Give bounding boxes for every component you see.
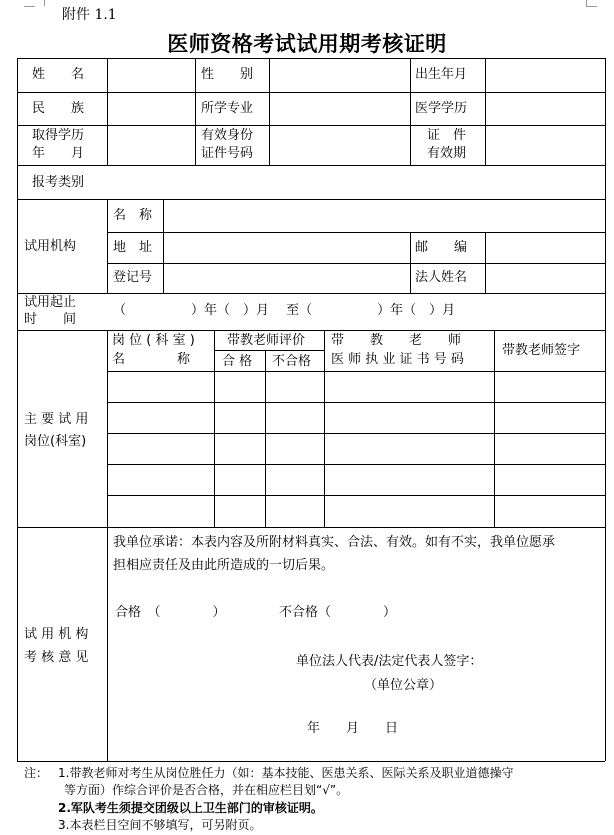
post-name-header: 名 称	[112, 352, 191, 367]
note-item: 1.带教老师对考生从岗位胜任力（如：基本技能、医患关系、医际关系及职业道德操守	[58, 766, 514, 780]
main-posts-label: 岗位(科室)	[24, 434, 87, 449]
pass-column-header: 合 格	[222, 354, 253, 369]
teacher-signature-header: 带教老师签字	[502, 343, 581, 358]
degree-date-label: 年 月	[32, 146, 85, 161]
note-item: 等方面）作综合评价是否合格，并在相应栏目划“√”。	[64, 783, 349, 797]
id-validity-label: 证 件	[427, 128, 467, 143]
notes-label: 注：	[24, 766, 49, 780]
annex-label: 附件 1.1	[62, 7, 117, 23]
note-item: 2.军队考生须提交团级以上卫生部门的审核证明。	[58, 801, 323, 815]
trial-period-label: 时 间	[24, 312, 77, 327]
registration-number-label: 登记号	[113, 270, 153, 285]
legal-representative-signature: 单位法人代表/法定代表人签字：	[296, 654, 483, 669]
teacher-cert-header: 带 教 老 师	[331, 333, 462, 348]
unit-seal: （单位公章）	[364, 678, 443, 693]
page-corner-mark	[34, 0, 45, 6]
ethnicity-label: 民 族	[32, 101, 85, 116]
name-label: 姓 名	[32, 67, 85, 82]
id-number-label: 证件号码	[201, 146, 254, 161]
trial-period-label: 试用起止	[24, 295, 77, 310]
teacher-evaluation-header: 带教老师评价	[227, 333, 306, 348]
opinion-pass: 合格 （ ）	[115, 605, 226, 620]
institution-opinion-label: 试 用 机 构	[24, 627, 89, 642]
fail-column-header: 不合格	[272, 354, 312, 369]
institution-promise: 我单位承诺：本表内容及所附材料真实、合法、有效。如有不实，我单位愿承	[113, 535, 556, 550]
trial-period-dates: （ ）年（ ）月 至（ ）年（ ）月	[113, 303, 456, 318]
exam-category-label: 报考类别	[32, 175, 85, 190]
degree-date-label: 取得学历	[32, 128, 85, 143]
page-title: 医师资格考试试用期考核证明	[167, 31, 447, 56]
id-validity-label: 有效期	[427, 146, 467, 161]
gender-label: 性 别	[201, 67, 254, 82]
opinion-fail: 不合格（ ）	[279, 605, 397, 620]
main-posts-label: 主 要 试 用	[24, 412, 89, 427]
institution-address-label: 地 址	[113, 240, 153, 255]
page-corner-mark	[586, 6, 597, 7]
teacher-cert-header: 医 师 执 业 证 书 号 码	[331, 352, 464, 367]
opinion-date: 年 月 日	[307, 721, 399, 736]
birth-date-label: 出生年月	[415, 67, 468, 82]
note-item: 3.本表栏目空间不够填写，可另附页。	[58, 818, 262, 832]
post-name-header: 岗 位 ( 科 室 )	[112, 333, 195, 348]
medical-degree-label: 医学学历	[415, 101, 468, 116]
id-number-label: 有效身份	[201, 128, 254, 143]
institution-name-label: 名 称	[113, 208, 153, 223]
institution-label: 试用机构	[24, 239, 77, 254]
institution-opinion-label: 考 核 意 见	[24, 650, 89, 665]
postcode-label: 邮 编	[415, 240, 468, 255]
page-corner-mark	[24, 6, 35, 7]
legal-person-label: 法人姓名	[415, 270, 468, 285]
institution-promise: 担相应责任及由此所造成的一切后果。	[113, 558, 335, 573]
major-label: 所学专业	[201, 101, 254, 116]
